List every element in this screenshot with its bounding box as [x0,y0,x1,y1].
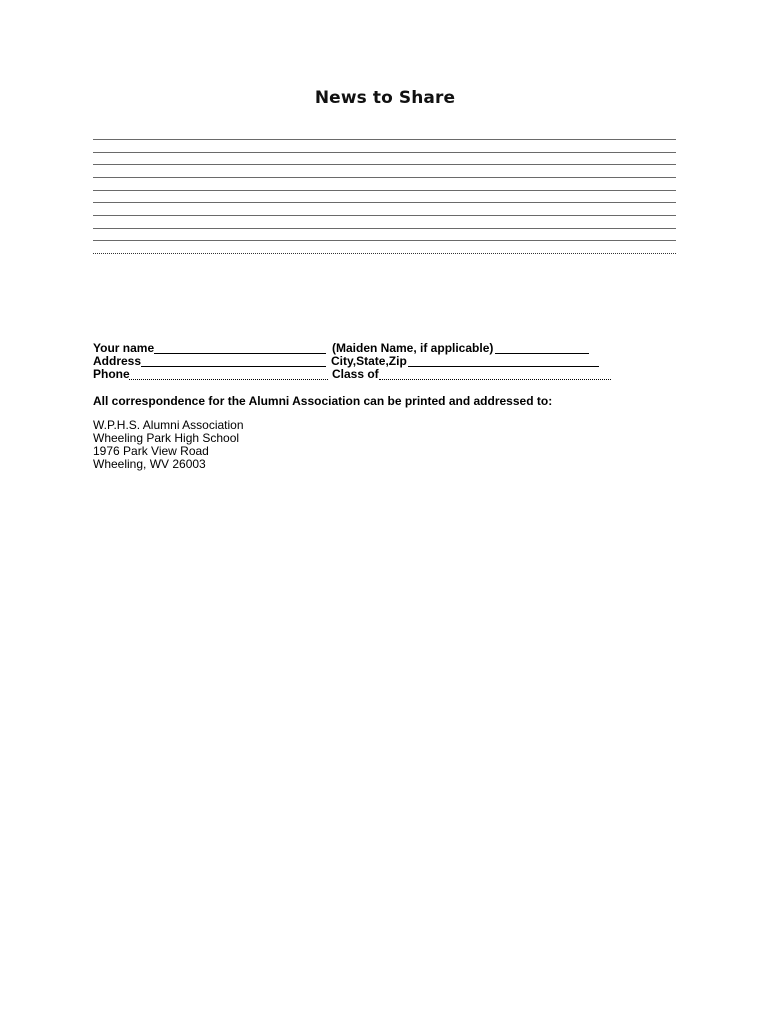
class-of-label: Class of [332,367,379,381]
phone-row [93,368,615,381]
mailing-address-line: W.P.H.S. Alumni Association [93,418,244,432]
mailing-address-line: Wheeling Park High School [93,431,240,445]
news-line[interactable] [93,164,676,165]
class-of-field[interactable] [379,379,611,380]
news-line[interactable] [93,177,676,178]
correspondence-notice: All correspondence for the Alumni Association can be printed and addressed to: [93,394,553,408]
news-line[interactable] [93,240,676,241]
phone-field[interactable] [129,379,328,380]
news-line[interactable] [93,190,676,191]
maiden-name-label: (Maiden Name, if applicable) [332,341,494,355]
maiden-name-field[interactable] [495,353,589,354]
address-field[interactable] [141,366,326,367]
page-title: News to Share [314,88,456,108]
news-line[interactable] [93,253,676,254]
news-line[interactable] [93,228,676,229]
address-label: Address [93,354,142,368]
city-state-zip-field[interactable] [408,366,599,367]
mailing-address-line: Wheeling, WV 26003 [93,457,206,471]
city-state-zip-label: City,State,Zip [331,354,407,368]
news-line[interactable] [93,139,676,140]
mailing-address-line: 1976 Park View Road [93,444,209,458]
news-line[interactable] [93,152,676,153]
news-line[interactable] [93,215,676,216]
your-name-label: Your name [93,341,155,355]
your-name-field[interactable] [154,353,326,354]
phone-label: Phone [93,367,130,381]
news-line[interactable] [93,202,676,203]
